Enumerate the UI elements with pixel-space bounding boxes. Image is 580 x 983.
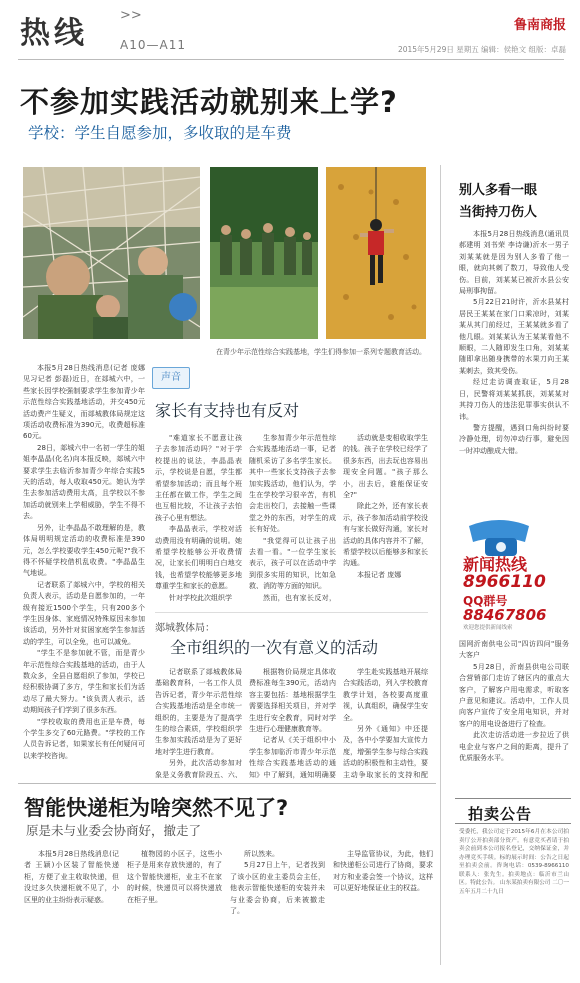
article-paragraph: 此次走访活动进一步拉近了供电企业与客户之间的距离，提升了优质服务水平。 (459, 731, 569, 763)
article-paragraph: "学校收取的费用也正是车费，每个学生多交了60元路费。"学校的工作人员告诉记者，如果家长有任何疑问可以来学校咨询。 (23, 717, 145, 760)
article-paragraph: 另外，此次活动参加对象是义务教育阶段五、六、 (155, 759, 242, 779)
auction-bottom-rule (455, 823, 571, 824)
article-paragraph: "难道家长不愿意让孩子去参加活动吗？"对于学校提出的说法，李晶晶表示，学校说是自愿，学生都希望参加活动；而且每个班主任都在做工作，学生之间也互相比较，不让孩子去怕孩子心里有想法。 (155, 434, 242, 522)
article-paragraph: 本报5月28日热线消息(记者 王颖)小区装了智能快递柜，方便了业主收取快递，但没过多久快递柜就不见了，小区里的业主纷纷表示疑惑。 (24, 850, 119, 904)
main-article-column-1 (23, 363, 145, 775)
bureau-divider (155, 612, 428, 613)
bureau-column-2 (249, 667, 336, 779)
article-paragraph: 除此之外，还有家长表示，孩子参加活动前学校没有与家长做好沟通，家长对活动的具体内容并不了解，希望学校以后能够多和家长沟通。 (343, 502, 428, 568)
photo-students-field (210, 167, 318, 339)
auction-headline: 拍卖公告 (468, 805, 533, 823)
article-paragraph: 李晶晶表示，学校对活动费用没有明确的说明。她希望学校能够公开收费情况，让家长们明明白白地交钱，也希望学校能够更多地尊重学生和家长的意愿。 (155, 525, 242, 591)
photo-climbing-wall (326, 167, 426, 339)
bottom-subhead: 原是未与业委会协商好，撤走了 (26, 823, 202, 838)
article-paragraph: 主导监管协议，为此，他们和快递柜公司进行了协商，要求对方和业委会签一个协议，这样可以更好地保证业主的权益。 (333, 850, 433, 893)
sidebar-headline-2: 当街持刀伤人 (459, 205, 538, 220)
hotline-phone: 8966110 (463, 572, 546, 592)
voice-column-3 (249, 433, 336, 603)
notice-title: 国网沂南供电公司"四访四问"服务大客户 (459, 640, 569, 660)
article-paragraph: 植物园的小区子，这些小柜子是用来存放快递的，有了这个智能快递柜，业主不在家的时候，快递员可以将快递放在柜子里。 (127, 850, 222, 904)
photo-caption: 在青少年示范性综合实践基地，学生们得参加一系列专题教育活动。 (216, 348, 426, 356)
sidebar-headline-1: 别人多看一眼 (459, 183, 538, 198)
article-paragraph: 本报5月28日热线消息(记者 庞娜 见习记者 彭磊)近日，在郯城六中，一些家长因学校强制要求学生参加青少年示范性综合实践基地活动，并交450元活动费产生疑义，而郯城教体局规定这项活动收费标准为390元，收费超标准60元。 (23, 364, 145, 441)
article-paragraph: 5月22日21时许，沂水县某村居民王某某在家门口乘凉时，刘某某从其门前经过，王某某就多看了他几眼。刘某某认为王某某看他不顺眼，二人随即发生口角，刘某某随即拿出随身携带的水果刀向王某某刺去，致其受伤。 (459, 298, 569, 375)
auction-body: 受委托，我公司定于2015年6月在本公司拍卖厅公开拍卖部分资产。有意竞买者请于拍卖会前到本公司报名登记，交纳保证金，并办理竞买手续。标的展示时间：公告之日起至拍卖会前。咨询电话：0539-8966110 联系人：张先生。拍卖地点：临沂市兰山区。特此公告。 山东某拍卖有限公司 二〇一五年五月二十九日 (459, 829, 569, 895)
section-title: 热线 (20, 16, 88, 51)
article-paragraph: 然而，也有家长反对， (263, 593, 336, 602)
bottom-column-3 (230, 849, 325, 977)
bottom-headline: 智能快递柜为啥突然不见了? (24, 796, 289, 820)
main-headline: 不参加实践活动就别来上学? (20, 85, 398, 119)
article-paragraph: 记者联系了郯城教体局基础教育科，一名工作人员告诉记者，青少年示范性综合实践基地活动是全市统一组织的，主要是为了提高学生的综合素质，学校组织学生参加实践活动是为了更好地对学生进行教育。 (155, 668, 242, 756)
article-paragraph: 警方提醒，遇到口角纠纷时要冷静处理，切勿冲动行事，避免因一时冲动酿成大错。 (459, 423, 569, 455)
sidebar-article (459, 229, 569, 507)
article-paragraph: 生参加青少年示范性综合实践基地活动一事，记者随机采访了多名学生家长。其中一些家长支持孩子去参加实践活动，他们认为，学生在学校学习很辛苦，有机会走出校门，去接触一些课堂之外的东西，对学生的成长有好处。 (249, 434, 336, 534)
bureau-headline: 全市组织的一次有意义的活动 (170, 638, 379, 657)
article-paragraph: 本报5月28日热线消息(通讯员 郝建明 刘书荣 李诗谦)沂水一男子刘某某就是因为别人多看了他一眼，就向其刺了数刀，导致他人受伤。目前，刘某某已被沂水县公安局刑事拘留。 (459, 230, 569, 296)
hotline-title: 新闻热线 (463, 555, 528, 574)
voice-column-4 (343, 433, 428, 603)
bureau-column-3 (343, 667, 428, 779)
auction-top-rule (455, 798, 571, 799)
article-paragraph: 另外，让李晶晶不敢理解的是，教体局明明规定活动的收费标准是390元，怎么学校要收学生450元呢?"我不得不怀疑学校借机乱收费。"李晶晶生气地说。 (23, 523, 145, 578)
bottom-column-4 (333, 849, 433, 977)
article-paragraph: 根据物价局规定具体收费标准每生390元，活动内容主要包括：基地根据学生需要选择相关项目，并对学生进行安全教育，同时对学生进行心理健康教育等。 (249, 668, 336, 734)
voice-headline: 家长有支持也有反对 (155, 401, 300, 420)
article-paragraph: 针对学校此次组织学 (169, 593, 232, 602)
article-paragraph: 活动就是变相收取学生的钱。孩子在学校已经学了很多东西，出去玩也容易出现安全问题。"孩子那么小，出去后，谁能保证安全?" (343, 434, 428, 500)
article-paragraph: 经过走访调查取证，5月28日，民警将刘某某抓获，刘某某对其持刀伤人的违法犯罪事实供认不讳。 (459, 378, 569, 421)
article-paragraph: 28日，郯城六中一名初一学生的姐姐李晶晶(化名)向本报反映，郯城六中要求学生去临沂参加青少年综合实践5天的活动，每人收取450元。她认为学生去参加活动费用太高，且学校以不参加活动就别来上学相威胁，学生不得不去。 (23, 443, 145, 521)
voice-column-2 (155, 433, 242, 603)
bureau-column-1 (155, 667, 242, 779)
photo-students-net (23, 167, 200, 339)
article-paragraph: 本报记者 庞娜 (357, 570, 402, 579)
bottom-column-2 (127, 849, 222, 977)
article-paragraph: 另外《通知》中还提及，各中小学要加大宣传力度，增强学生参与综合实践活动的积极性和主动性，要主动争取家长的支持和配 (343, 725, 428, 779)
newspaper-brand: 鲁南商报 (513, 18, 566, 33)
page-range: A10—A11 (120, 38, 186, 52)
masthead-divider (18, 59, 564, 60)
article-paragraph: 学生赴实践基地开展综合实践活动，列入学校教育教学计划，各校要高度重视，认真组织，确保学生安全。 (343, 668, 428, 722)
bureau-kicker: 郯城教体局： (155, 623, 215, 634)
sidebar-notice (459, 639, 569, 789)
qq-number: 88467806 (463, 606, 547, 624)
section-arrows: >> (120, 8, 142, 23)
article-paragraph: 5月27日上午，记者找到了该小区的业主委员会主任，他表示智能快递柜的安装并未与业委会协商，后来被撤走了。 (230, 861, 325, 916)
article-paragraph: 记者从《关于组织中小学生参加临沂市青少年示范性综合实践基地活动的通知》中了解到，通知明确要 (249, 736, 336, 779)
article-paragraph: 所以然来。 (244, 850, 279, 858)
article-paragraph: "学生不是参加就不管，而是青少年示范性综合实践基地的活动，由于人数众多，全县自愿组织了参加，学校已经积极协调了多方，学生和家长们为活动尽了最大努力。"该负责人表示，活动期间孩子们学到了很多东西。 (23, 649, 145, 715)
voice-tag: 声音 (152, 367, 190, 389)
qq-label: QQ群号 (463, 594, 508, 608)
article-paragraph: 记者联系了郯城六中，学校的相关负责人表示，活动是自愿参加的，一年级有接近1500个学生，只有200多个学生因身体、家庭情况特殊原因未参加该活动，另外针对贫困家庭学生参加活动的学生，可以全免，也可以减免。 (23, 580, 145, 646)
bottom-divider (18, 783, 436, 784)
masthead (0, 0, 580, 56)
hotline-note: 欢迎您提供新闻线索 (463, 625, 513, 631)
bottom-column-1 (24, 849, 119, 977)
main-subhead: 学校：学生自愿参加，多收取的是车费 (28, 124, 292, 142)
hotline-ad (459, 516, 571, 629)
issue-info: 2015年5月29日 星期五 编辑：侯艳文 组版：卓磊 (397, 45, 566, 54)
article-paragraph: "我觉得可以让孩子出去看一看。"一位学生家长表示，孩子可以在活动中学到很多实用的知识，比如急救、消防等方面的知识。 (249, 536, 336, 591)
sidebar-divider (440, 165, 441, 965)
article-paragraph: 5月28日，沂南县供电公司联合营销部门走访了辖区内的重点大客户，了解客户用电需求，听取客户意见和建议。活动中，工作人员向客户宣传了安全用电知识，并对客户的用电设备进行了检查。 (459, 662, 569, 728)
